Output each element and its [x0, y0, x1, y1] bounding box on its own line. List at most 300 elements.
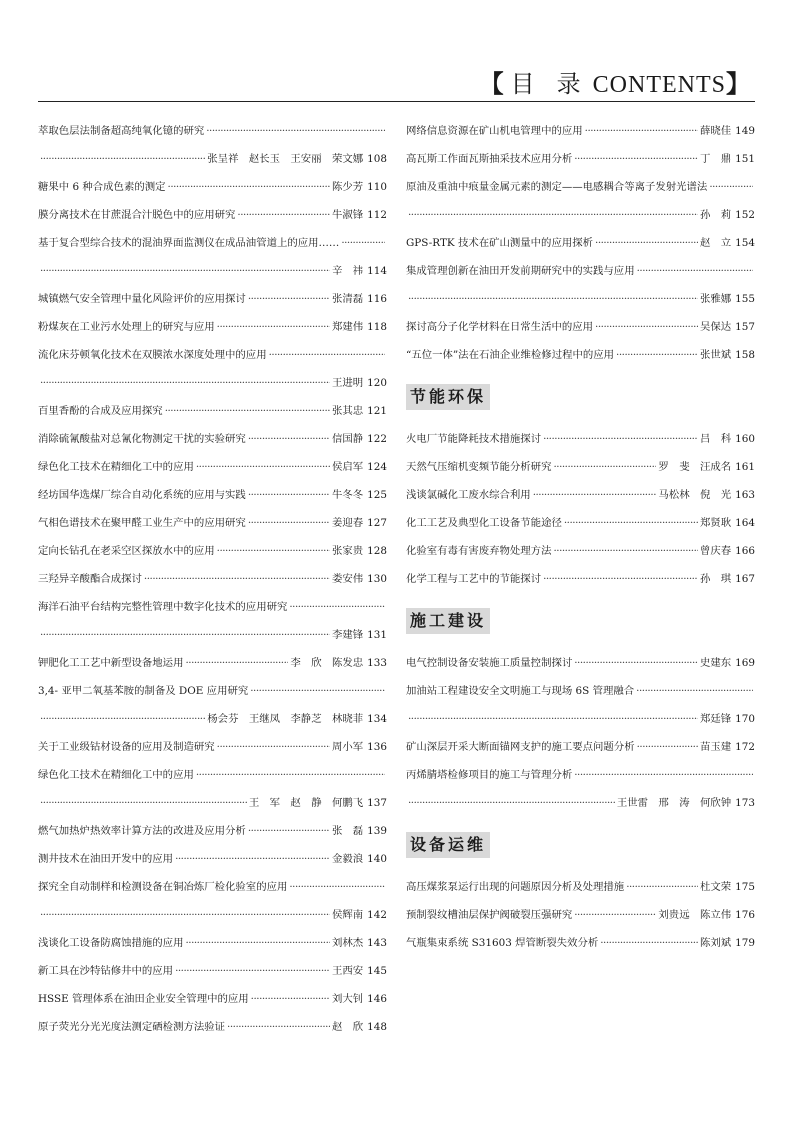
entry-author: 王世雷 邢 涛 何欣钟: [616, 797, 732, 809]
entry-author: 苗玉建: [699, 741, 732, 753]
dot-leader: [553, 453, 656, 481]
dot-leader: [289, 593, 385, 621]
page-number: 167: [735, 573, 755, 585]
entry-title: 粉煤灰在工业污水处理上的研究与应用: [38, 321, 215, 333]
page-number: 108: [367, 153, 387, 165]
entry-author: 吴保达: [699, 321, 732, 333]
toc-entry[interactable]: [38, 929, 387, 957]
toc-line: [38, 341, 387, 369]
page-number: 121: [367, 405, 387, 417]
page-number: 166: [735, 545, 755, 557]
bracket-close: 】: [726, 72, 751, 98]
title-chinese: 目 录: [510, 72, 589, 98]
dot-leader: [196, 761, 385, 789]
toc-line: [38, 705, 387, 733]
dot-leader: [533, 481, 657, 509]
dot-leader: [574, 761, 753, 789]
entry-author: 孙 莉: [699, 209, 732, 221]
entry-author: 周小军: [331, 741, 364, 753]
section-label: 设备运维: [406, 832, 490, 858]
page-number: 134: [367, 713, 387, 725]
toc-line: [38, 817, 387, 845]
toc-entry[interactable]: [38, 873, 387, 929]
dot-leader: [543, 565, 698, 593]
toc-line: [406, 453, 755, 481]
toc-line: [406, 565, 755, 593]
entry-author: 杨会芬 王继凤 李静芝 林晓菲: [207, 713, 364, 725]
entry-author: 罗 斐 汪成名: [658, 461, 732, 473]
toc-entry[interactable]: [38, 593, 387, 649]
entry-title: 预制裂纹槽油层保护阀破裂压强研究: [406, 909, 573, 921]
entry-author: 刘林杰: [331, 937, 364, 949]
toc-line: [406, 285, 755, 313]
toc-entry[interactable]: [38, 677, 387, 733]
entry-title: 丙烯腈塔检修项目的施工与管理分析: [406, 769, 573, 781]
entry-author: 张呈祥 赵长玉 王安丽 荣文娜: [207, 153, 364, 165]
entry-title: 3,4- 亚甲二氧基苯胺的制备及 DOE 应用研究: [38, 685, 249, 697]
section-heading: [406, 369, 755, 425]
page-number: 173: [735, 797, 755, 809]
toc-line: [38, 789, 387, 817]
entry-title: 经坊国华选煤厂综合自动化系统的应用与实践: [38, 489, 246, 501]
page-number: 151: [735, 153, 755, 165]
toc-entry[interactable]: [406, 733, 755, 761]
page-number: 116: [367, 293, 387, 305]
toc-entry[interactable]: [38, 985, 387, 1013]
dot-leader: [585, 117, 698, 145]
toc-entry[interactable]: [38, 1013, 387, 1041]
toc-line: [406, 537, 755, 565]
dot-leader: [248, 285, 330, 313]
toc-line: [38, 285, 387, 313]
dot-leader: [553, 537, 698, 565]
dot-leader: [175, 845, 330, 873]
toc-entry[interactable]: [38, 845, 387, 873]
page-number: 161: [735, 461, 755, 473]
entry-author: 郑廷锋: [699, 713, 732, 725]
entry-title: 化工工艺及典型化工设备节能途径: [406, 517, 562, 529]
dot-leader: [250, 677, 385, 705]
dot-leader: [248, 425, 330, 453]
toc-line: [406, 649, 755, 677]
toc-entry[interactable]: [406, 873, 755, 901]
toc-line: [406, 257, 755, 285]
entry-author: 信国静: [331, 433, 364, 445]
entry-title: 糖果中 6 种合成色素的测定: [38, 181, 166, 193]
toc-line: [38, 229, 387, 257]
toc-line: [38, 313, 387, 341]
toc-entry[interactable]: [38, 733, 387, 761]
toc-entry[interactable]: [38, 425, 387, 453]
dot-leader: [626, 873, 698, 901]
toc-entry[interactable]: [406, 117, 755, 145]
entry-author: 史建东: [699, 657, 732, 669]
toc-line: [38, 621, 387, 649]
entry-title: 气相色谱技术在聚甲醛工业生产中的应用研究: [38, 517, 246, 529]
entry-title: 高瓦斯工作面瓦斯抽采技术应用分析: [406, 153, 573, 165]
entry-title: 浅谈氯碱化工废水综合利用: [406, 489, 531, 501]
entry-author: 李建锋: [331, 629, 364, 641]
dot-leader: [408, 705, 698, 733]
entry-title: 绿色化工技术在精细化工中的应用: [38, 461, 194, 473]
page-number: 142: [367, 909, 387, 921]
entry-author: 娄安伟: [331, 573, 364, 585]
dot-leader: [40, 145, 205, 173]
title-english: CONTENTS: [592, 72, 726, 98]
dot-leader: [251, 985, 330, 1013]
entry-author: 丁 鼎: [699, 153, 732, 165]
page-number: 139: [367, 825, 387, 837]
dot-leader: [574, 145, 698, 173]
page-number: 110: [367, 181, 387, 193]
page-number: 160: [735, 433, 755, 445]
page-number: 152: [735, 209, 755, 221]
page-number: 155: [735, 293, 755, 305]
left-column: [38, 117, 387, 1041]
entry-title: HSSE 管理体系在油田企业安全管理中的应用: [38, 993, 249, 1005]
page-number: 112: [367, 209, 387, 221]
toc-line: [406, 173, 755, 201]
toc-entry[interactable]: [406, 173, 755, 229]
dot-leader: [636, 677, 753, 705]
toc-entry[interactable]: [406, 145, 755, 173]
toc-line: [38, 425, 387, 453]
toc-line: [38, 677, 387, 705]
toc-line: [38, 761, 387, 789]
dot-leader: [168, 173, 330, 201]
dot-leader: [543, 425, 698, 453]
entry-author: 王进明: [331, 377, 364, 389]
dot-leader: [40, 901, 330, 929]
page-number: 118: [367, 321, 387, 333]
dot-leader: [175, 957, 330, 985]
toc-line: [38, 369, 387, 397]
toc-line: [406, 761, 755, 789]
toc-line: [38, 593, 387, 621]
entry-title: 化学工程与工艺中的节能探讨: [406, 573, 542, 585]
entry-title: 气瓶集束系统 S31603 焊管断裂失效分析: [406, 937, 599, 949]
entry-title: 基于复合型综合技术的混油界面监测仪在成品油管道上的应用……: [38, 237, 340, 249]
entry-title: 钾肥化工工艺中新型设备地运用: [38, 657, 184, 669]
entry-author: 侯辉南: [331, 909, 364, 921]
page-header: [38, 62, 755, 102]
entry-title: 测井技术在油田开发中的应用: [38, 853, 174, 865]
entry-title: 浅谈化工设备防腐蚀措施的应用: [38, 937, 184, 949]
toc-line: [406, 873, 755, 901]
page-number: 145: [367, 965, 387, 977]
toc-entry[interactable]: [406, 929, 755, 957]
toc-line: [406, 929, 755, 957]
page-number: 149: [735, 125, 755, 137]
entry-author: 孙 琪: [699, 573, 732, 585]
toc-line: [38, 509, 387, 537]
page-number: 120: [367, 377, 387, 389]
entry-author: 郑贤耿: [699, 517, 732, 529]
toc-line: [406, 229, 755, 257]
dot-leader: [408, 285, 698, 313]
entry-title: 高压煤浆泵运行出现的问题原因分析及处理措施: [406, 881, 625, 893]
section-heading: [406, 593, 755, 649]
entry-author: 张清磊: [331, 293, 364, 305]
toc-entry[interactable]: [406, 229, 755, 257]
bracket-open: 【: [479, 72, 505, 98]
page-number: 125: [367, 489, 387, 501]
entry-title: 原油及重油中痕量金属元素的测定——电感耦合等离子发射光谱法: [406, 181, 708, 193]
entry-author: 薛晓佳: [699, 125, 732, 137]
page-number: 176: [735, 909, 755, 921]
toc-line: [38, 957, 387, 985]
section-label: 施工建设: [406, 608, 490, 634]
entry-author: 姜迎春: [331, 517, 364, 529]
dot-leader: [206, 117, 385, 145]
toc-line: [38, 929, 387, 957]
page-number: 169: [735, 657, 755, 669]
toc-entry[interactable]: [38, 565, 387, 593]
entry-author: 牛淑锋: [331, 209, 364, 221]
toc-entry[interactable]: [38, 117, 387, 173]
entry-author: 王 军 赵 静 何鹏飞: [248, 797, 364, 809]
dot-leader: [165, 397, 330, 425]
dot-leader: [40, 257, 330, 285]
page-number: 140: [367, 853, 387, 865]
dot-leader: [595, 313, 698, 341]
toc-line: [38, 257, 387, 285]
dot-leader: [600, 929, 698, 957]
dot-leader: [408, 201, 698, 229]
entry-title: 燃气加热炉热效率计算方法的改进及应用分析: [38, 825, 246, 837]
entry-author: 赵 欣: [331, 1021, 364, 1033]
dot-leader: [574, 649, 698, 677]
entry-title: 化验室有毒有害废弃物处理方法: [406, 545, 552, 557]
toc-line: [38, 565, 387, 593]
page-number: 122: [367, 433, 387, 445]
toc-line: [38, 117, 387, 145]
page-number: 146: [367, 993, 387, 1005]
dot-leader: [196, 453, 330, 481]
entry-title: 膜分离技术在甘蔗混合汁脱色中的应用研究: [38, 209, 236, 221]
page-number: 163: [735, 489, 755, 501]
entry-author: 张世斌: [699, 349, 732, 361]
entry-title: 集成管理创新在油田开发前期研究中的实践与应用: [406, 265, 635, 277]
toc-line: [38, 145, 387, 173]
entry-author: 李 欣 陈发忠: [290, 657, 364, 669]
dot-leader: [217, 537, 330, 565]
entry-title: 海洋石油平台结构完整性管理中数字化技术的应用研究: [38, 601, 288, 613]
entry-title: 火电厂节能降耗技术措施探讨: [406, 433, 542, 445]
toc-line: [38, 985, 387, 1013]
toc-line: [406, 677, 755, 705]
entry-title: 电气控制设备安装施工质量控制探讨: [406, 657, 573, 669]
dot-leader: [144, 565, 330, 593]
dot-leader: [185, 929, 330, 957]
entry-title: “五位一体”法在石油企业维检修过程中的应用: [406, 349, 615, 361]
toc-entry[interactable]: [38, 341, 387, 397]
toc-entry[interactable]: [38, 481, 387, 509]
toc-line: [406, 145, 755, 173]
section-label: 节能环保: [406, 384, 490, 410]
entry-title: 萃取色层法制备超高纯氧化镱的研究: [38, 125, 205, 137]
toc-entry[interactable]: [38, 229, 387, 285]
entry-title: 网络信息资源在矿山机电管理中的应用: [406, 125, 583, 137]
toc-line: [406, 481, 755, 509]
toc-line: [38, 201, 387, 229]
toc-line: [406, 117, 755, 145]
dot-leader: [248, 817, 330, 845]
entry-title: 百里香酚的合成及应用探究: [38, 405, 163, 417]
dot-leader: [40, 621, 330, 649]
entry-author: 张家贵: [331, 545, 364, 557]
dot-leader: [40, 705, 205, 733]
entry-author: 刘大钊: [331, 993, 364, 1005]
toc-line: [406, 313, 755, 341]
toc-line: [38, 537, 387, 565]
page-number: 158: [735, 349, 755, 361]
toc-entry[interactable]: [38, 509, 387, 537]
page-number: 175: [735, 881, 755, 893]
dot-leader: [709, 173, 753, 201]
entry-author: 金毅浪: [331, 853, 364, 865]
dot-leader: [269, 341, 385, 369]
entry-title: 消除硫氰酸盐对总氰化物测定干扰的实验研究: [38, 433, 246, 445]
entry-title: 三羟异辛酸酯合成探讨: [38, 573, 142, 585]
toc-entry[interactable]: [406, 649, 755, 677]
dot-leader: [574, 901, 656, 929]
entry-title: 原子荧光分光光度法测定硒检测方法验证: [38, 1021, 226, 1033]
entry-author: 曾庆春: [699, 545, 732, 557]
toc-entry[interactable]: [406, 341, 755, 369]
page-number: 170: [735, 713, 755, 725]
toc-line: [38, 453, 387, 481]
page-number: 143: [367, 937, 387, 949]
page-number: 136: [367, 741, 387, 753]
toc-line: [406, 425, 755, 453]
toc-entry[interactable]: [406, 509, 755, 537]
entry-author: 吕 科: [699, 433, 732, 445]
toc-line: [406, 201, 755, 229]
entry-author: 张其忠: [331, 405, 364, 417]
toc-entry[interactable]: [406, 537, 755, 565]
dot-leader: [289, 873, 385, 901]
toc-line: [38, 173, 387, 201]
entry-author: 杜文荣: [699, 881, 732, 893]
toc-line: [406, 341, 755, 369]
dot-leader: [408, 789, 615, 817]
entry-author: 赵 立: [699, 237, 732, 249]
entry-title: 加油站工程建设安全文明施工与现场 6S 管理融合: [406, 685, 635, 697]
toc-entry[interactable]: [406, 565, 755, 593]
section-heading: [406, 817, 755, 873]
page-number: 164: [735, 517, 755, 529]
page-number: 127: [367, 517, 387, 529]
dot-leader: [595, 229, 698, 257]
entry-title: 城镇燃气安全管理中量化风险评价的应用探讨: [38, 293, 246, 305]
toc-line: [38, 845, 387, 873]
dot-leader: [217, 313, 330, 341]
page-number: 131: [367, 629, 387, 641]
toc-entry[interactable]: [38, 285, 387, 313]
entry-author: 陈刘斌: [699, 937, 732, 949]
toc-entry[interactable]: [406, 677, 755, 733]
toc-entry[interactable]: [38, 649, 387, 677]
dot-leader: [637, 733, 698, 761]
page-number: 137: [367, 797, 387, 809]
toc-line: [406, 901, 755, 929]
dot-leader: [40, 369, 330, 397]
page-number: 114: [367, 265, 387, 277]
page-number: 124: [367, 461, 387, 473]
toc-entry[interactable]: [38, 313, 387, 341]
toc-line: [38, 397, 387, 425]
toc-entry[interactable]: [406, 313, 755, 341]
entry-author: 张雅娜: [699, 293, 732, 305]
toc-entry[interactable]: [406, 257, 755, 313]
toc-entry[interactable]: [406, 761, 755, 817]
toc-entry[interactable]: [38, 397, 387, 425]
dot-leader: [564, 509, 698, 537]
toc-entry[interactable]: [38, 537, 387, 565]
entry-author: 张 磊: [331, 825, 364, 837]
toc-line: [406, 733, 755, 761]
toc-entry[interactable]: [38, 817, 387, 845]
toc-line: [406, 789, 755, 817]
entry-title: 定向长钻孔在老采空区探放水中的应用: [38, 545, 215, 557]
entry-author: 牛冬冬: [331, 489, 364, 501]
dot-leader: [248, 481, 330, 509]
toc-line: [38, 481, 387, 509]
entry-title: 探讨高分子化学材料在日常生活中的应用: [406, 321, 594, 333]
toc-line: [406, 705, 755, 733]
toc-entry[interactable]: [406, 901, 755, 929]
entry-title: 关于工业级钴材设备的应用及制造研究: [38, 741, 215, 753]
entry-title: 绿色化工技术在精细化工中的应用: [38, 769, 194, 781]
entry-author: 侯启军: [331, 461, 364, 473]
page-number: 157: [735, 321, 755, 333]
page-number: 130: [367, 573, 387, 585]
toc-entry[interactable]: [406, 425, 755, 453]
toc-entry[interactable]: [406, 453, 755, 481]
dot-leader: [40, 789, 247, 817]
entry-title: 探究全自动制样和检测设备在铜冶炼厂检化验室的应用: [38, 881, 288, 893]
page-number: 128: [367, 545, 387, 557]
entry-author: 陈少芳: [331, 181, 364, 193]
entry-title: 流化床芬顿氧化技术在双膜浓水深度处理中的应用: [38, 349, 267, 361]
toc-entry[interactable]: [406, 481, 755, 509]
toc-entry[interactable]: [38, 173, 387, 201]
dot-leader: [227, 1013, 330, 1041]
dot-leader: [185, 649, 288, 677]
dot-leader: [237, 201, 330, 229]
toc-line: [38, 873, 387, 901]
dot-leader: [248, 509, 330, 537]
dot-leader: [217, 733, 330, 761]
toc-line: [38, 733, 387, 761]
page-number: 133: [367, 657, 387, 669]
toc-entry[interactable]: [38, 761, 387, 817]
toc-line: [38, 649, 387, 677]
toc-line: [406, 509, 755, 537]
entry-author: 郑建伟: [331, 321, 364, 333]
toc-line: [38, 901, 387, 929]
page-number: 172: [735, 741, 755, 753]
page-number: 148: [367, 1021, 387, 1033]
toc-entry[interactable]: [38, 957, 387, 985]
entry-title: GPS-RTK 技术在矿山测量中的应用探析: [406, 237, 594, 249]
toc-entry[interactable]: [38, 453, 387, 481]
right-column: [406, 117, 755, 957]
toc-entry[interactable]: [38, 201, 387, 229]
page-number: 179: [735, 937, 755, 949]
entry-author: 马松林 倪 光: [658, 489, 732, 501]
